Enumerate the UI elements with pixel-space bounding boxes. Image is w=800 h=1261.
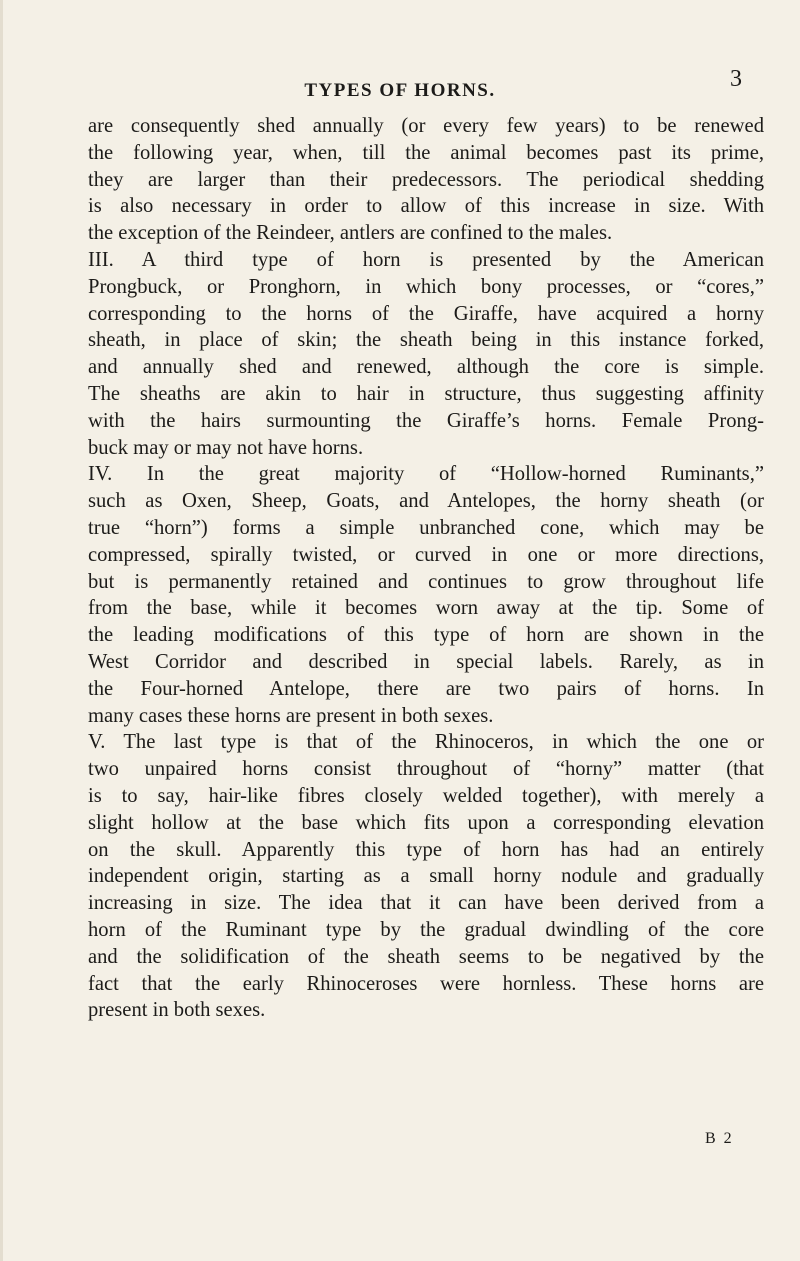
text-line: from the base, while it becomes worn away at the tip. Some of (88, 597, 764, 620)
text-line: such as Oxen, Sheep, Goats, and Antelopes, the horny sheath (or (88, 490, 764, 513)
text-line: is to say, hair-like fibres closely welded together), with merely a (88, 784, 764, 807)
text-line: on the skull. Apparently this type of horn has had an entirely (88, 838, 764, 861)
text-line: independent origin, starting as a small horny nodule and gradually (88, 865, 764, 888)
text-line: many cases these horns are present in both sexes. (88, 704, 494, 727)
text-line: IV. In the great majority of “Hollow-horned Ruminants,” (88, 463, 764, 486)
text-line: two unpaired horns consist throughout of “horny” matter (that (88, 758, 764, 781)
running-title: TYPES OF HORNS. (304, 80, 496, 101)
text-line: with the hairs surmounting the Giraffe’s horns. Female Prong- (88, 409, 764, 432)
text-line: sheath, in place of skin; the sheath being in this instance forked, (88, 329, 764, 352)
text-line: are consequently shed annually (or every few years) to be renewed (88, 115, 764, 137)
text-line: and annually shed and renewed, although the core is simple. (88, 356, 764, 379)
text-line: is also necessary in order to allow of this increase in size. With (88, 195, 764, 218)
text-line: V. The last type is that of the Rhinoceros, in which the one or (88, 731, 764, 754)
text-line: the Four-horned Antelope, there are two pairs of horns. In (88, 677, 764, 700)
text-line: slight hollow at the base which fits upon a corresponding elevation (88, 811, 764, 834)
text-line: horn of the Ruminant type by the gradual dwindling of the core (88, 918, 764, 941)
text-line: III. A third type of horn is presented by the American (88, 248, 764, 271)
text-line: the following year, when, till the animal becomes past its prime, (88, 141, 764, 164)
page-edge-shadow (0, 0, 3, 1261)
text-line: true “horn”) forms a simple unbranched cone, which may be (88, 516, 764, 539)
text-line: West Corridor and described in special labels. Rarely, as in (88, 650, 764, 673)
page-number: 3 (730, 66, 742, 92)
text-line: buck may or may not have horns. (88, 436, 364, 459)
text-line: The sheaths are akin to hair in structure, thus suggesting affinity (88, 382, 764, 405)
signature-mark: B 2 (705, 1130, 734, 1147)
text-line: fact that the early Rhinoceroses were hornless. These horns are (88, 972, 764, 995)
running-head (0, 66, 800, 106)
text-line: but is permanently retained and continues to grow throughout life (88, 570, 764, 593)
body-text (88, 113, 764, 1024)
text-line: and the solidification of the sheath seems to be negatived by the (88, 945, 764, 968)
text-line: compressed, spirally twisted, or curved in one or more directions, (88, 543, 764, 566)
text-line: Prongbuck, or Pronghorn, in which bony processes, or “cores,” (88, 275, 764, 298)
text-line: increasing in size. The idea that it can have been derived from a (88, 892, 764, 915)
text-line: they are larger than their predecessors. The periodical shedding (88, 168, 764, 191)
text-line: the leading modifications of this type of horn are shown in the (88, 624, 764, 647)
text-line: corresponding to the horns of the Giraffe, have acquired a horny (88, 302, 764, 325)
text-line: the exception of the Reindeer, antlers are confined to the males. (88, 222, 613, 245)
text-line: present in both sexes. (88, 999, 266, 1022)
